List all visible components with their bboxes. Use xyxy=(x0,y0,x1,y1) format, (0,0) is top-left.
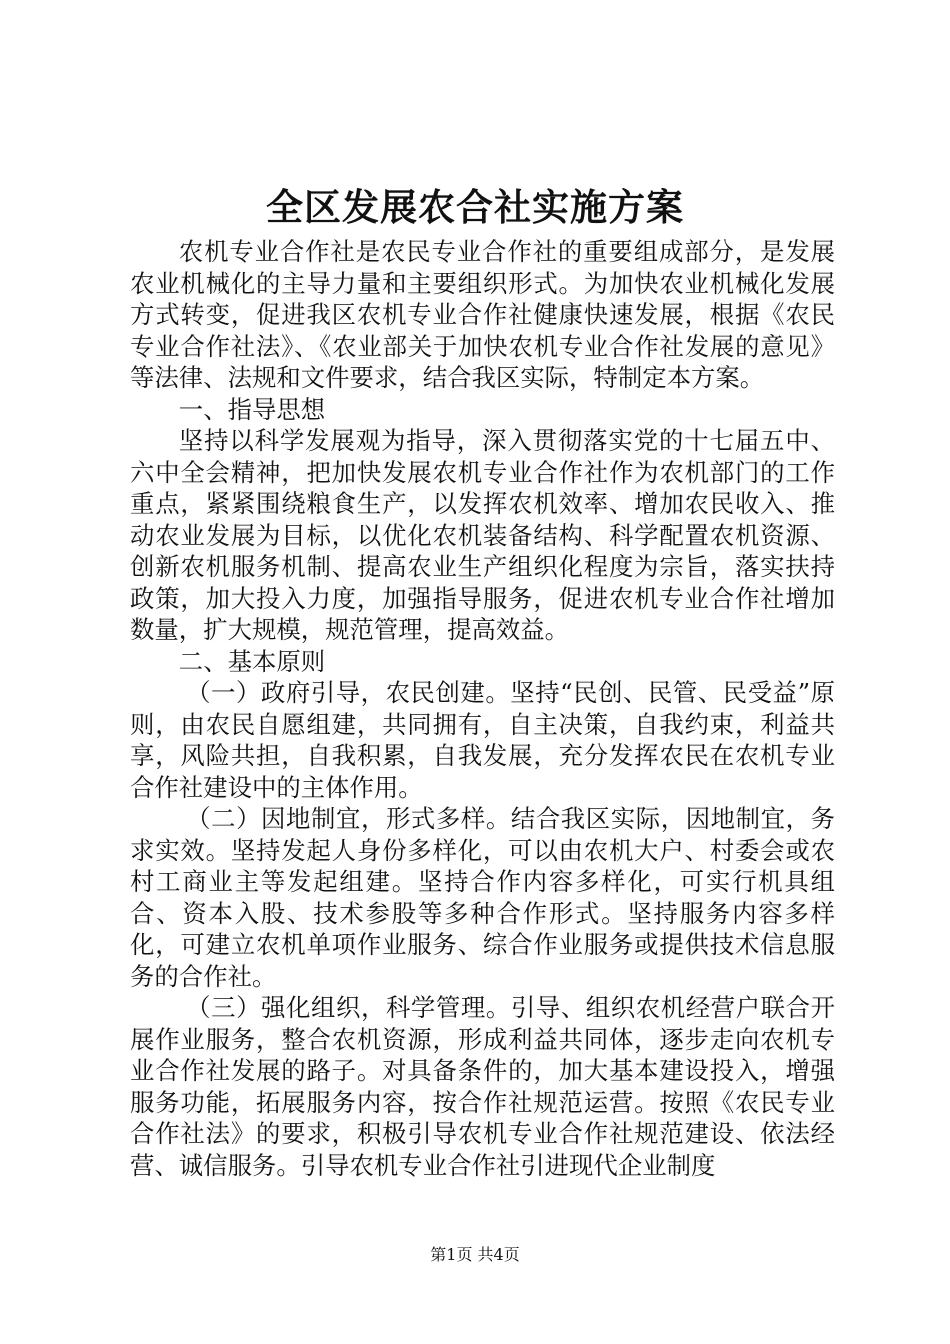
intro-paragraph: 农机专业合作社是农民专业合作社的重要组成部分，是发展农业机械化的主导力量和主要组织形式。为加快农业机械化发展方式转变，促进我区农机专业合作社健康快速发展，根据《农民专业合作社法》、《农业部关于加快农机专业合作社发展的意见》等法律、法规和文件要求，结合我区实际，特制定本方案。 xyxy=(130,237,835,392)
principle-2-paragraph: （二）因地制宜，形式多样。结合我区实际，因地制宜，务求实效。坚持发起人身份多样化，可以由农机大户、村委会或农村工商业主等发起组建。坚持合作内容多样化，可实行机具组合、资本入股、技术参股等多种合作形式。坚持服务内容多样化，可建立农机单项作业服务、综合作业服务或提供技术信息服务的合作社。 xyxy=(130,804,835,991)
section-heading-guiding-thought: 一、指导思想 xyxy=(178,394,326,424)
document-title: 全区发展农合社实施方案 xyxy=(266,185,684,229)
principle-1-paragraph: （一）政府引导，农民创建。坚持“民创、民管、民受益”原则，由农民自愿组建，共同拥有，自主决策，自我约束，利益共享，风险共担，自我积累，自我发展，充分发挥农民在农机专业合作社建设中的主体作用。 xyxy=(130,678,835,802)
document-body xyxy=(130,236,835,1181)
page-footer: 第1页 共4页 xyxy=(430,1245,520,1264)
principle-3-paragraph: （三）强化组织，科学管理。引导、组织农机经营户联合开展作业服务，整合农机资源，形成利益共同体，逐步走向农机专业合作社发展的路子。对具备条件的，加大基本建设投入，增强服务功能，拓展服务内容，按合作社规范运营。按照《农民专业合作社法》的要求，积极引导农机专业合作社规范建设、依法经营、诚信服务。引导农机专业合作社引进现代企业制度 xyxy=(130,993,835,1180)
section-heading-basic-principles: 二、基本原则 xyxy=(178,646,326,676)
guiding-thought-paragraph: 坚持以科学发展观为指导，深入贯彻落实党的十七届五中、六中全会精神，把加快发展农机专业合作社作为农机部门的工作重点，紧紧围绕粮食生产，以发挥农机效率、增加农民收入、推动农业发展为目标，以优化农机装备结构、科学配置农机资源、创新农机服务机制、提高农业生产组织化程度为宗旨，落实扶持政策，加大投入力度，加强指导服务，促进农机专业合作社增加数量，扩大规模，规范管理，提高效益。 xyxy=(130,426,835,644)
